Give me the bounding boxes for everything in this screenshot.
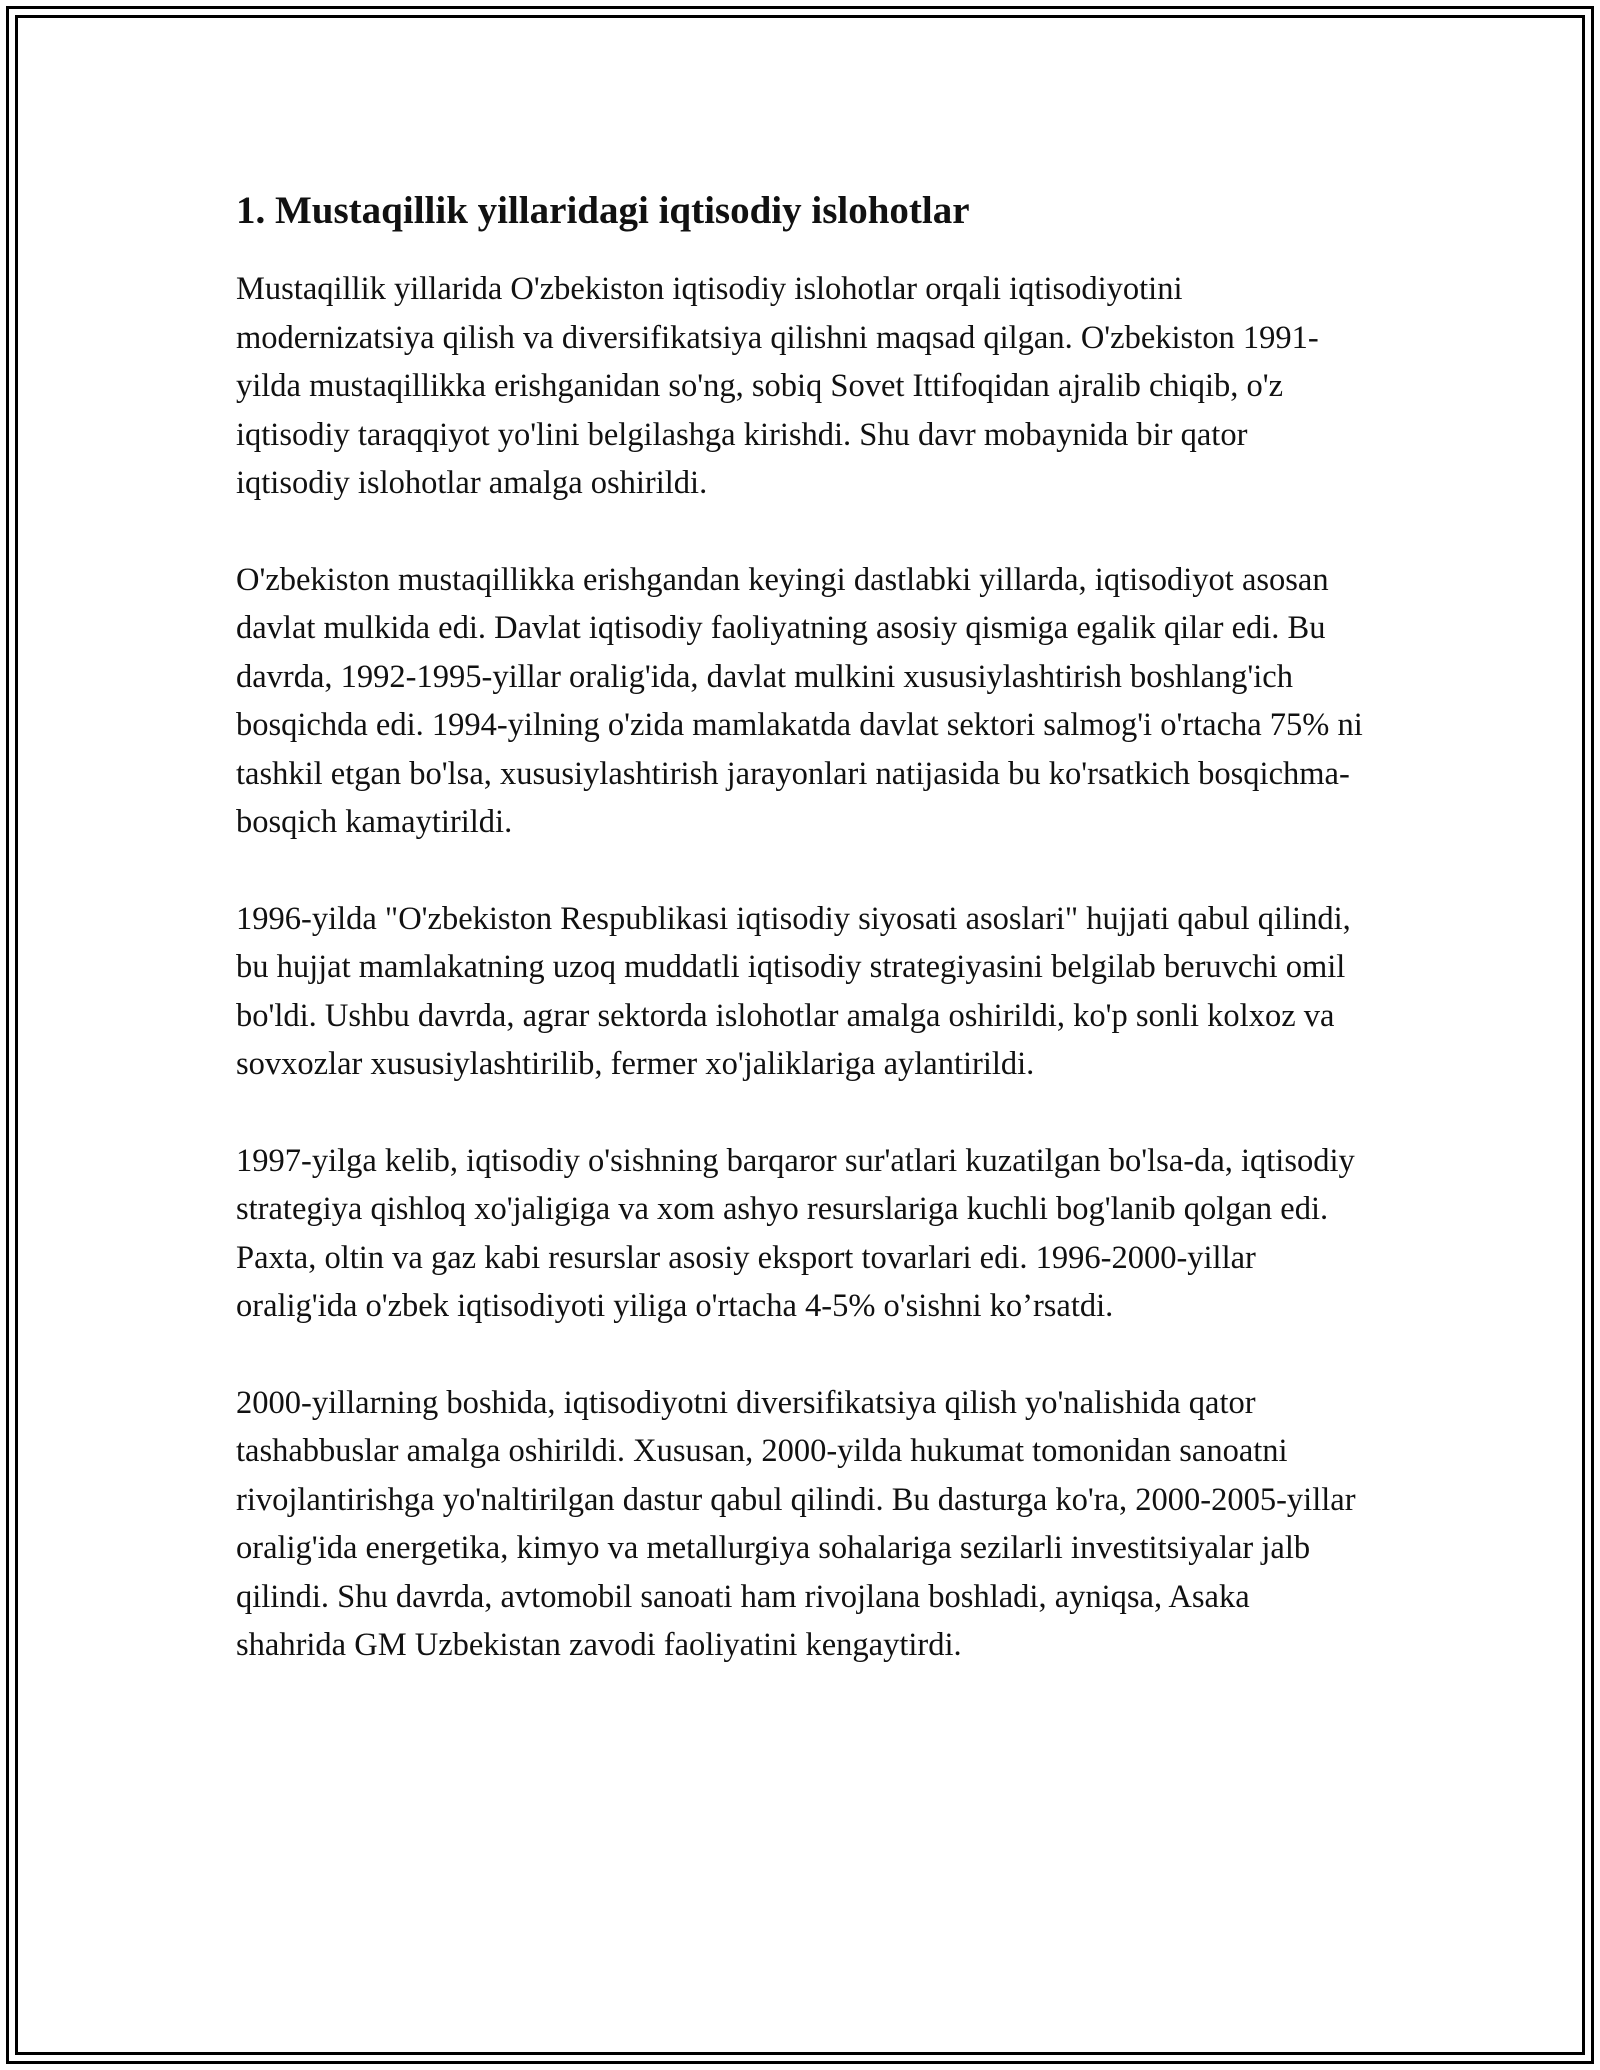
paragraph-2: O'zbekiston mustaqillikka erishgandan keyingi dastlabki yillarda, iqtisodiyot asosan davlat mulkida edi. Davlat iqtisodiy faoliyatning asosiy qismiga egalik qilar edi. Bu davrda, 1992-1995-yillar oralig'ida, davlat mulkini xususiylashtirish boshlang'ich bosqichda edi. 1994-yilning o'zida mamlakatda davlat sektori salmog'i o'rtacha 75% ni tashkil etgan bo'lsa, xususiylashtirish jarayonlari natijasida bu ko'rsatkich bosqichma-bosqich kamaytirildi. [236,561,1363,840]
paragraph-5: 2000-yillarning boshida, iqtisodiyotni diversifikatsiya qilish yo'nalishida qator tashabbuslar amalga oshirildi. Xususan, 2000-yilda hukumat tomonidan sanoatni rivojlantirishga yo'naltirilgan dastur qabul qilindi. Bu dasturga ko'ra, 2000-2005-yillar oralig'ida energetika, kimyo va metallurgiya sohalariga sezilarli investitsiyalar jalb qilindi. Shu davrda, avtomobil sanoati ham rivojlana boshladi, ayniqsa, Asaka shahrida GM Uzbekistan zavodi faoliyatini kengaytirdi. [236,1384,1356,1663]
paragraph-4: 1997-yilga kelib, iqtisodiy o'sishning barqaror sur'atlari kuzatilgan bo'lsa-da, iqtisodiy strategiya qishloq xo'jaligiga va xom ashyo resurslariga kuchli bog'lanib qolgan edi. Paxta, oltin va gaz kabi resurslar asosiy eksport tovarlari edi. 1996-2000-yillar oralig'ida o'zbek iqtisodiyoti yiliga o'rtacha 4-5% o'sishni ko’rsatdi. [236,1142,1355,1324]
section-heading: 1. Mustaqillik yillaridagi iqtisodiy islohotlar [236,189,970,232]
document-body [236,185,1364,1718]
paragraph-3: 1996-yilda "O'zbekiston Respublikasi iqtisodiy siyosati asoslari" hujjati qabul qilindi, bu hujjat mamlakatning uzoq muddatli iqtisodiy strategiyasini belgilab beruvchi omil bo'ldi. Ushbu davrda, agrar sektorda islohotlar amalga oshirildi, ko'p sonli kolxoz va sovxozlar xususiylashtirilib, fermer xo'jaliklariga aylantirildi. [236,900,1351,1082]
paragraph-1: Mustaqillik yillarida O'zbekiston iqtisodiy islohotlar orqali iqtisodiyotini modernizatsiya qilish va diversifikatsiya qilishni maqsad qilgan. O'zbekiston 1991-yilda mustaqillikka erishganidan so'ng, sobiq Sovet Ittifoqidan ajralib chiqib, o'z iqtisodiy taraqqiyot yo'lini belgilashga kirishdi. Shu davr mobaynida bir qator iqtisodiy islohotlar amalga oshirildi. [236,271,1319,501]
